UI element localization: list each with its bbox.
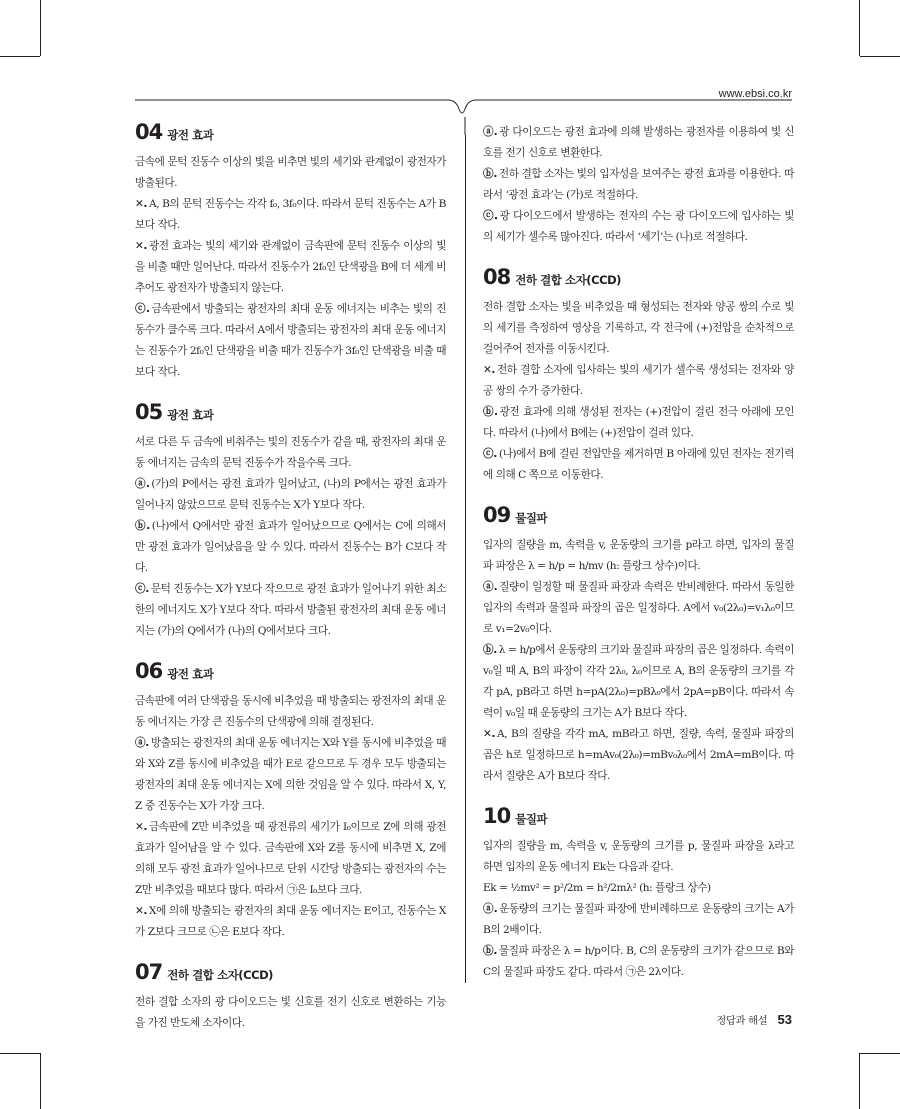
paragraph-text: 전하 결합 소자는 빛을 비추었을 때 형성되는 전자와 양공 쌍의 수로 빛의 세기를 측정하여 영상을 기록하고, 각 전극에 (+)전압을 순차적으로 걸어주어 전자를 이동시킨다. (483, 301, 794, 355)
crop-mark-top-right-h (860, 56, 900, 57)
choice-marker: ⓐ. (135, 478, 150, 490)
answer-choice-paragraph (135, 474, 446, 516)
paragraph-text: A, B의 질량을 각각 mA, mB라고 하면, 질량, 속력, 물질파 파장의 곱은 h로 일정하므로 h=mAv₀(2λ₀)=mBv₀λ₀에서 2mA=mB이다. 따라서 질량은 A가 B보다 작다. (483, 728, 794, 782)
choice-marker: ⓑ. (483, 945, 497, 957)
section-title: 전하 결합 소자(CCD) (515, 273, 621, 287)
answer-choice-paragraph (483, 640, 794, 724)
paragraph-text: 금속판에 여러 단색광을 동시에 비추었을 때 방출되는 광전자의 최대 운동 에너지는 가장 큰 진동수의 단색광에 의해 결정된다. (135, 695, 446, 728)
body-paragraph (483, 878, 794, 899)
answer-choice-paragraph (483, 402, 794, 444)
answer-choice-paragraph (483, 122, 794, 164)
answer-section (483, 267, 794, 486)
choice-marker: ⓑ. (483, 168, 497, 180)
section-title: 물질파 (515, 511, 548, 525)
choice-marker: ⓒ. (135, 583, 149, 595)
choice-marker: ⓐ. (483, 903, 498, 915)
paragraph-text: 금속판에서 방출되는 광전자의 최대 운동 에너지는 비추는 빛의 진동수가 클수록 크다. 따라서 A에서 방출되는 광전자의 최대 운동 에너지는 진동수가 2f₀인 단색광을 비출 때가 진동수가 3f₀인 단색광을 비출 때보다 작다. (135, 303, 447, 378)
question-number: 06 (135, 659, 163, 683)
answer-section (483, 505, 794, 787)
crop-mark-bottom-right-v (859, 1053, 860, 1109)
question-number: 07 (135, 960, 163, 984)
crop-mark-bottom-left-v (40, 1053, 41, 1109)
site-url: www.ebsi.co.kr (718, 88, 792, 100)
crop-mark-bottom-right-h (860, 1053, 900, 1054)
section-header (135, 402, 446, 428)
answer-section (135, 402, 446, 642)
answer-choice-paragraph (483, 577, 794, 640)
choice-marker: ⓐ. (483, 126, 498, 138)
answer-choice-paragraph (135, 516, 446, 579)
paragraph-text: 광전 효과는 빛의 세기와 관계없이 금속판에 문턱 진동수 이상의 빛을 비출 때만 일어난다. 따라서 진동수가 2f₀인 단색광을 B에 더 세게 비추어도 광전자가 방출되지 않는다. (135, 240, 446, 294)
choice-marker: ⓒ. (135, 303, 150, 315)
paragraph-text: 물질파 파장은 λ = h/p이다. B, C의 운동량의 크기가 같으므로 B와 C의 물질파 파장도 같다. 따라서 ㉠은 2λ이다. (483, 945, 794, 978)
answer-choice-paragraph (483, 360, 794, 402)
column-divider (465, 135, 466, 983)
section-header (135, 661, 446, 687)
paragraph-text: Ek = ½mv² = p²/2m = h²/2mλ² (h: 플랑크 상수) (483, 882, 711, 894)
paragraph-text: 전하 결합 소자에 입사하는 빛의 세기가 셀수록 생성되는 전자와 양공 쌍의 수가 증가한다. (483, 364, 794, 397)
paragraph-text: (나)에서 Q에서만 광전 효과가 일어났으므로 Q에서는 C에 의해서만 광전 효과가 일어났음을 알 수 있다. 따라서 진동수는 B가 C보다 작다. (135, 520, 447, 574)
paragraph-text: 광 다이오드에서 발생하는 전자의 수는 광 다이오드에 입사하는 빛의 세기가 셀수록 많아진다. 따라서 ‘세기’는 (나)로 적절하다. (483, 210, 795, 243)
body-paragraph (135, 691, 446, 733)
question-number: 05 (135, 400, 163, 424)
paragraph-text: 문턱 진동수는 X가 Y보다 작으므로 광전 효과가 일어나기 위한 최소한의 에너지도 X가 Y보다 작다. 따라서 방출된 광전자의 최대 운동 에너지는 (가)의 Q에서가 (나)의 Q에서보다 크다. (135, 583, 447, 637)
choice-marker: ✕. (135, 821, 148, 833)
crop-mark-top-left-v (40, 0, 41, 56)
choice-marker: ⓒ. (483, 210, 498, 222)
answer-choice-paragraph (483, 164, 794, 206)
answer-choice-paragraph (483, 206, 794, 248)
choice-marker: ✕. (135, 240, 148, 252)
answer-section (135, 661, 446, 943)
question-number: 04 (135, 120, 163, 144)
question-number: 09 (483, 503, 511, 527)
right-column (483, 122, 794, 1002)
section-title: 광전 효과 (167, 667, 214, 681)
choice-marker: ⓐ. (483, 581, 498, 593)
paragraph-text: 방출되는 광전자의 최대 운동 에너지는 X와 Y를 동시에 비추었을 때와 X와 Z를 동시에 비추었을 때가 E로 같으므로 두 경우 모두 방출되는 광전자의 최대 운동 에너지는 X에 의한 것임을 알 수 있다. 따라서 X, Y, Z 중 진동수는 X가 가장 크다. (135, 737, 447, 812)
crop-mark-top-left-h (0, 56, 40, 57)
choice-marker: ⓐ. (135, 737, 149, 749)
answer-choice-paragraph (483, 941, 794, 983)
answer-choice-paragraph (135, 901, 446, 943)
paragraph-text: 질량이 일정할 때 물질파 파장과 속력은 반비례한다. 따라서 동일한 입자의 속력과 물질파 파장의 곱은 일정하다. A에서 v₀(2λ₀)=v₁λ₀이므로 v₁=2v₀이다. (483, 581, 794, 635)
paragraph-text: 광전 효과에 의해 생성된 전자는 (+)전압이 걸린 전극 아래에 모인다. 따라서 (나)에서 B에는 (+)전압이 걸려 있다. (483, 406, 795, 439)
section-header (483, 505, 794, 531)
choice-marker: ✕. (135, 905, 148, 917)
section-header (483, 806, 794, 832)
body-paragraph (135, 152, 446, 194)
paragraph-text: X에 의해 방출되는 광전자의 최대 운동 에너지는 E이고, 진동수는 X가 Z보다 크므로 ㉡은 E보다 작다. (135, 905, 446, 938)
section-header (135, 962, 446, 988)
choice-marker: ✕. (135, 198, 148, 210)
choice-marker: ⓑ. (483, 644, 497, 656)
paragraph-text: 입자의 질량을 m, 속력을 v, 운동량의 크기를 p, 물질파 파장을 λ라고 하면 입자의 운동 에너지 Ek는 다음과 같다. (483, 840, 794, 873)
choice-marker: ⓑ. (135, 520, 150, 532)
answer-choice-paragraph (483, 724, 794, 787)
choice-marker: ✕. (483, 728, 496, 740)
choice-marker: ⓒ. (483, 448, 497, 460)
answer-section (483, 806, 794, 983)
section-title: 광전 효과 (167, 128, 214, 142)
continued-section-07 (483, 122, 794, 248)
page-number: 53 (777, 1012, 792, 1027)
paragraph-text: 입자의 질량을 m, 속력을 v, 운동량의 크기를 p라고 하면, 입자의 물질파 파장은 λ = h/p = h/mv (h: 플랑크 상수)이다. (483, 539, 794, 572)
answer-choice-paragraph (135, 579, 446, 642)
question-number: 08 (483, 265, 511, 289)
choice-marker: ✕. (483, 364, 496, 376)
section-header (483, 267, 794, 293)
answer-choice-paragraph (483, 444, 794, 486)
footer-label: 정답과 해설 (716, 1016, 768, 1027)
page-footer (716, 1012, 792, 1027)
paragraph-text: (가)의 P에서는 광전 효과가 일어났고, (나)의 P에서는 광전 효과가 일어나지 않았으므로 문턱 진동수는 X가 Y보다 작다. (135, 478, 446, 511)
paragraph-text: 전하 결합 소자는 빛의 입자성을 보여주는 광전 효과를 이용한다. 따라서 ‘광전 효과’는 (가)로 적절하다. (483, 168, 794, 201)
paragraph-text: 전하 결합 소자의 광 다이오드는 빛 신호를 전기 신호로 변환하는 기능을 가진 반도체 소자이다. (135, 996, 446, 1029)
paragraph-text: A, B의 문턱 진동수는 각각 f₀, 3f₀이다. 따라서 문턱 진동수는 A가 B보다 작다. (135, 198, 446, 231)
crop-mark-bottom-left-h (0, 1053, 40, 1054)
paragraph-text: 서로 다른 두 금속에 비춰주는 빛의 진동수가 같을 때, 광전자의 최대 운동 에너지는 금속의 문턱 진동수가 작을수록 크다. (135, 436, 446, 469)
left-column (135, 122, 446, 1053)
paragraph-text: 금속에 문턱 진동수 이상의 빛을 비추면 빛의 세기와 관계없이 광전자가 방출된다. (135, 156, 446, 189)
section-title: 전하 결합 소자(CCD) (167, 968, 273, 982)
question-number: 10 (483, 804, 511, 828)
answer-choice-paragraph (135, 194, 446, 236)
paragraph-text: (나)에서 B에 걸린 전압만을 제거하면 B 아래에 있던 전자는 전기력에 의해 C 쪽으로 이동한다. (483, 448, 795, 481)
body-paragraph (135, 992, 446, 1034)
paragraph-text: 광 다이오드는 광전 효과에 의해 발생하는 광전자를 이용하여 빛 신호를 전기 신호로 변환한다. (483, 126, 795, 159)
body-paragraph (483, 535, 794, 577)
answer-section (135, 962, 446, 1034)
section-title: 물질파 (515, 812, 548, 826)
answer-section (135, 122, 446, 383)
answer-choice-paragraph (135, 236, 446, 299)
section-title: 광전 효과 (167, 408, 214, 422)
answer-choice-paragraph (135, 299, 446, 383)
body-paragraph (483, 836, 794, 878)
paragraph-text: 운동량의 크기는 물질파 파장에 반비례하므로 운동량의 크기는 A가 B의 2배이다. (483, 903, 794, 936)
answer-choice-paragraph (483, 899, 794, 941)
body-paragraph (483, 297, 794, 360)
paragraph-text: λ = h/p에서 운동량의 크기와 물질파 파장의 곱은 일정하다. 속력이 v₀일 때 A, B의 파장이 각각 2λ₀, λ₀이므로 A, B의 운동량의 크기를 각각 pA, pB라고 하면 h=pA(2λ₀)=pBλ₀에서 2pA=pB이다. 따라서 속력이 v₀일 때 운동량의 크기는 A가 B보다 작다. (483, 644, 794, 719)
choice-marker: ⓑ. (483, 406, 498, 418)
body-paragraph (135, 432, 446, 474)
section-header (135, 122, 446, 148)
paragraph-text: 금속판에 Z만 비추었을 때 광전류의 세기가 I₀이므로 Z에 의해 광전 효과가 일어남을 알 수 있다. 금속판에 X와 Z를 동시에 비추면 X, Z에 의해 모두 광전 효과가 일어나므로 단위 시간당 방출되는 광전자의 수는 Z만 비추었을 때보다 많다. 따라서 ㉠은 I₀보다 크다. (135, 821, 446, 896)
crop-mark-top-right-v (859, 0, 860, 56)
answer-choice-paragraph (135, 817, 446, 901)
answer-choice-paragraph (135, 733, 446, 817)
